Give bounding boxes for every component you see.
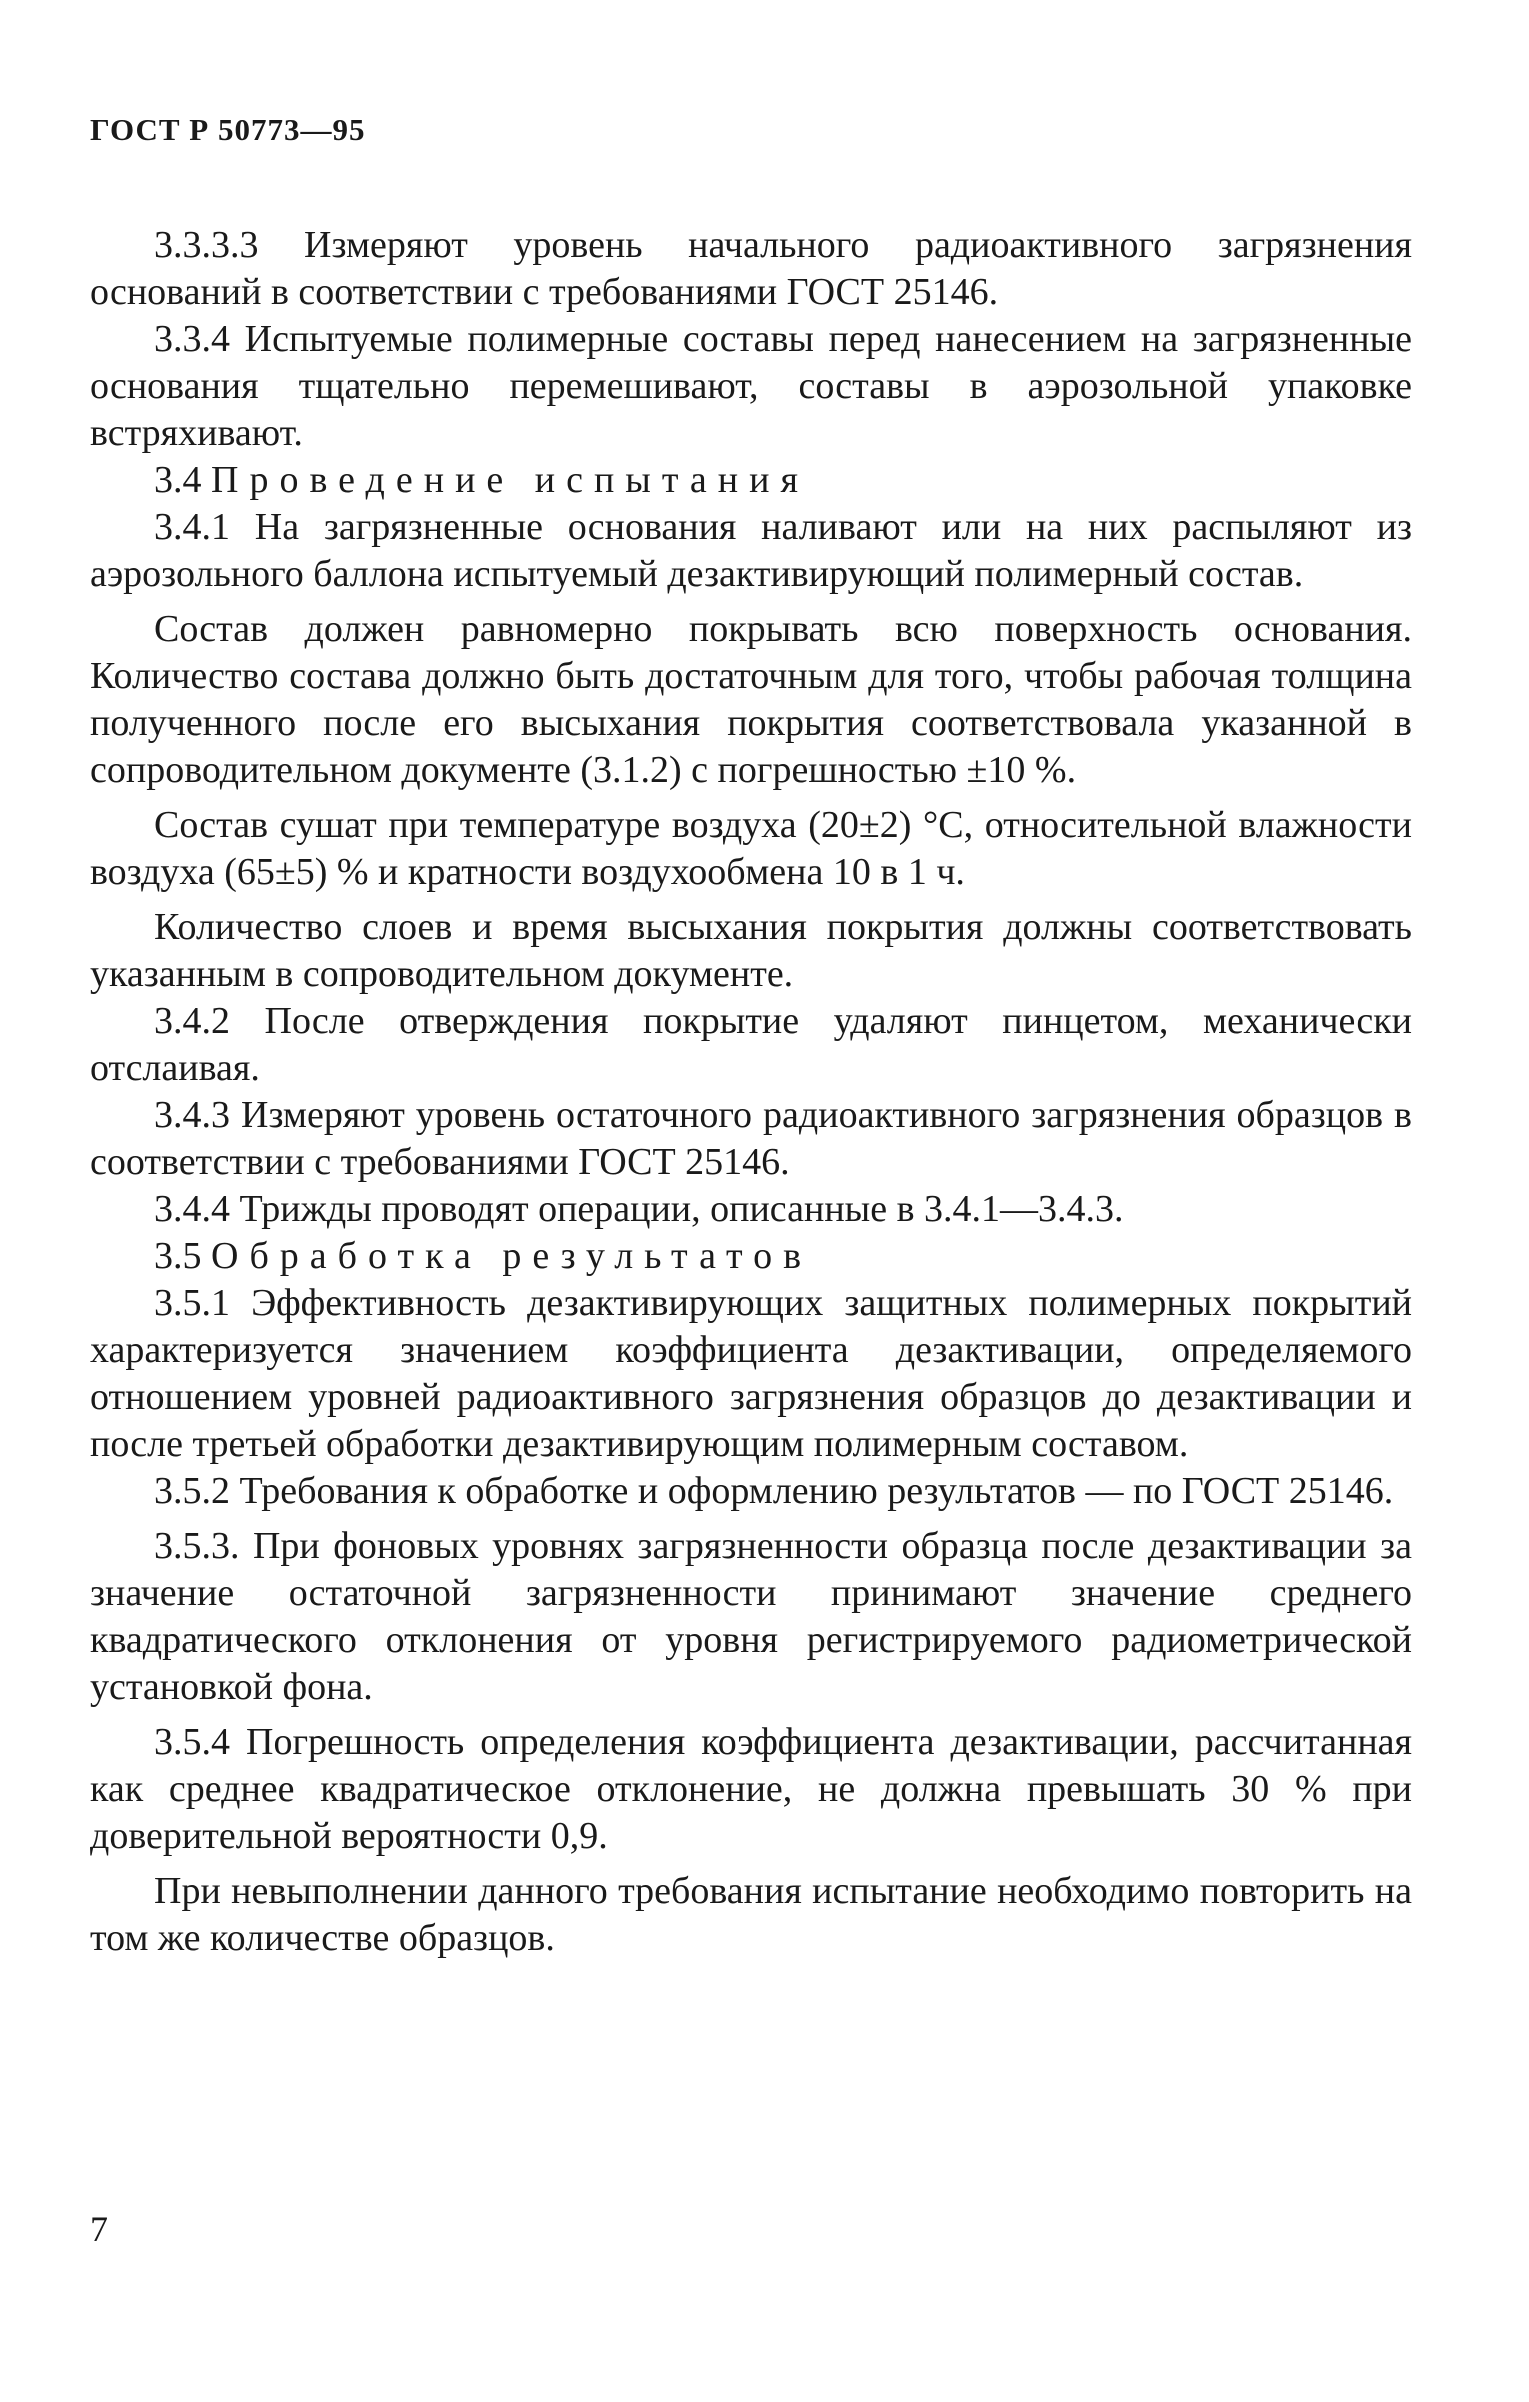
paragraph-3-4-2: 3.4.2 После отверждения покрытие удаляют пинцетом, механически отслаивая. <box>90 1000 1412 1089</box>
paragraph-coverage: Состав должен равномерно покрывать всю поверхность основания. Количество состава должно быть достаточным для того, чтобы рабочая толщина полученного после его высыхания покрытия соответствовала указанной в сопроводительном документе (3.1.2) с погрешностью ±10 %. <box>90 608 1412 791</box>
section-title: Обработка результатов <box>211 1235 813 1277</box>
paragraph-3-5-3: 3.5.3. При фоновых уровнях загрязненности образца после дезактивации за значение остаточной загрязненности принимают значение среднего квадратического отклонения от уровня регистрируемого радиометрической установкой фона. <box>90 1525 1412 1708</box>
paragraph-3-5-2: 3.5.2 Требования к обработке и оформлению результатов — по ГОСТ 25146. <box>154 1470 1394 1512</box>
paragraph-3-3-4: 3.3.4 Испытуемые полимерные составы перед нанесением на загрязненные основания тщательно перемешивают, составы в аэрозольной упаковке встряхивают. <box>90 318 1412 454</box>
section-title: Проведение испытания <box>211 459 809 501</box>
section-heading-3-5 <box>90 1233 1412 1280</box>
paragraph-3-5-4: 3.5.4 Погрешность определения коэффициента дезактивации, рассчитанная как среднее квадратическое отклонение, не должна превышать 30 % при доверительной вероятности 0,9. <box>90 1721 1412 1857</box>
section-number: 3.5 <box>154 1235 202 1277</box>
paragraph-layers: Количество слоев и время высыхания покрытия должны соответствовать указанным в сопроводительном документе. <box>90 906 1412 995</box>
section-heading-3-4 <box>90 457 1412 504</box>
paragraph-repeat-test: При невыполнении данного требования испытание необходимо повторить на том же количестве образцов. <box>90 1870 1412 1959</box>
paragraph-3-4-4: 3.4.4 Трижды проводят операции, описанные в 3.4.1—3.4.3. <box>154 1188 1124 1230</box>
paragraph-3-4-3: 3.4.3 Измеряют уровень остаточного радиоактивного загрязнения образцов в соответствии с требованиями ГОСТ 25146. <box>90 1094 1412 1183</box>
paragraph-3-4-1: 3.4.1 На загрязненные основания наливают или на них распыляют из аэрозольного баллона испытуемый дезактивирующий полимерный состав. <box>90 506 1412 595</box>
page-number: 7 <box>90 2209 108 2249</box>
document-header: ГОСТ Р 50773—95 <box>90 112 366 147</box>
paragraph-drying: Состав сушат при температуре воздуха (20±2) °С, относительной влажности воздуха (65±5) % и кратности воздухообмена 10 в 1 ч. <box>90 804 1412 893</box>
paragraph-3-5-1: 3.5.1 Эффективность дезактивирующих защитных полимерных покрытий характеризуется значением коэффициента дезактивации, определяемого отношением уровней радиоактивного загрязнения образцов до дезактивации и после третьей обработки дезактивирующим полимерным составом. <box>90 1282 1412 1465</box>
document-body <box>90 222 1412 1962</box>
section-number: 3.4 <box>154 459 202 501</box>
paragraph-3-3-3-3: 3.3.3.3 Измеряют уровень начального радиоактивного загрязнения оснований в соответствии с требованиями ГОСТ 25146. <box>90 224 1412 313</box>
